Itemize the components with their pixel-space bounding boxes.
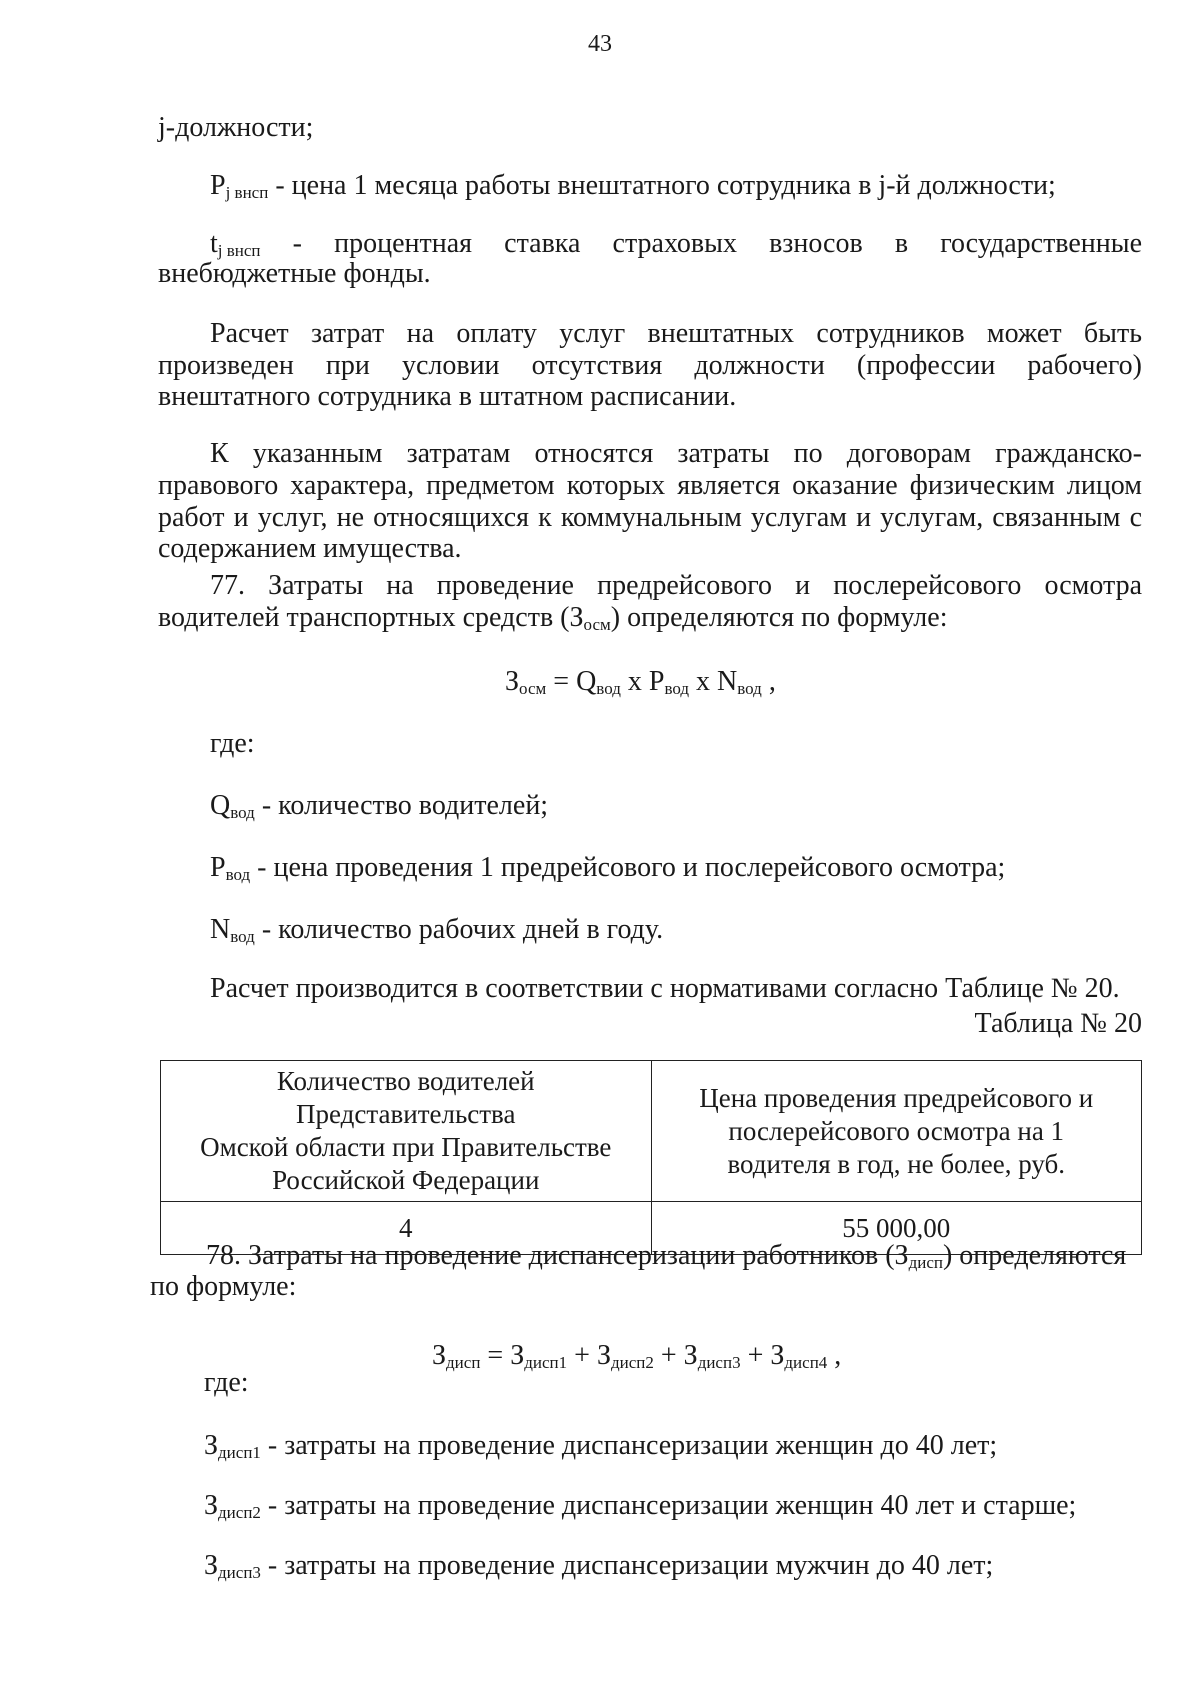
header-price: Цена проведения предрейсового и послерейсового осмотра на 1 водителя в год, не более, руб.	[651, 1061, 1142, 1202]
header-drivers-count: Количество водителей Представительства Омской области при Правительстве Российской Федерации	[161, 1061, 652, 1202]
definition-p-vod: $P_{вод}$ - цена проведения 1 предрейсового и послерейсового осмотра;	[210, 852, 1006, 884]
page-number: 43	[588, 31, 612, 57]
text-line: j-должности;	[158, 112, 314, 143]
paragraph-line: Расчет затрат на оплату услуг внештатных сотрудников может быть	[210, 318, 1142, 349]
where-label: где:	[210, 728, 255, 759]
text-line: внебюджетные фонды.	[158, 258, 431, 289]
definition-t-j: $t_{j внсп}$ - процентная ставка страховых взносов в государственные	[210, 228, 1142, 260]
definition-n-vod: $N_{вод}$ - количество рабочих дней в году.	[210, 914, 664, 946]
paragraph-line: содержанием имущества.	[158, 533, 462, 564]
paragraph-77: 77. Затраты на проведение предрейсового и послерейсового осмотра	[210, 570, 1142, 601]
paragraph-78: 78. Затраты на проведение диспансеризации работников $(З_{дисп})$ определяются	[206, 1240, 1127, 1272]
cell-price: 55 000,00	[651, 1202, 1142, 1255]
table-label: Таблица № 20	[974, 1008, 1142, 1039]
paragraph-line: правового характера, предметом которых является оказание физическим лицом	[158, 470, 1142, 501]
definition-z-disp2: $З_{дисп2}$ - затраты на проведение диспансеризации женщин 40 лет и старше;	[204, 1490, 1077, 1522]
paragraph-77-line2: водителей транспортных средств $(З_{осм})$ определяются по формуле:	[158, 602, 948, 634]
formula-z-disp: $З_{дисп} = З_{дисп1} + З_{дисп2} + З_{дисп3} + З_{дисп4}$ ,	[432, 1340, 842, 1372]
norm-table-20	[160, 1060, 1142, 1255]
paragraph-line: внештатного сотрудника в штатном расписании.	[158, 381, 737, 412]
formula-z-osm: $З_{осм} = Q_{вод}$ x $P_{вод}$ x $N_{вод}$ ,	[505, 666, 776, 698]
paragraph-line: произведен при условии отсутствия должности (профессии рабочего)	[158, 350, 1142, 381]
calc-note: Расчет производится в соответствии с нормативами согласно Таблице № 20.	[210, 973, 1120, 1004]
where-label: где:	[204, 1367, 249, 1398]
definition-z-disp1: $З_{дисп1}$ - затраты на проведение диспансеризации женщин до 40 лет;	[204, 1430, 998, 1462]
definition-q-vod: $Q_{вод}$ - количество водителей;	[210, 790, 549, 822]
paragraph-line: К указанным затратам относятся затраты по договорам гражданско-	[210, 438, 1142, 469]
table-header-row	[161, 1061, 1142, 1202]
definition-p-j: $P_{j внсп}$ - цена 1 месяца работы внештатного сотрудника в j-й должности;	[210, 170, 1056, 202]
paragraph-78-line2: по формуле:	[150, 1271, 297, 1302]
definition-z-disp3: $З_{дисп3}$ - затраты на проведение диспансеризации мужчин до 40 лет;	[204, 1550, 994, 1582]
cell-drivers: 4	[161, 1202, 652, 1255]
paragraph-line: работ и услуг, не относящихся к коммунальным услугам и услугам, связанным с	[158, 502, 1142, 533]
